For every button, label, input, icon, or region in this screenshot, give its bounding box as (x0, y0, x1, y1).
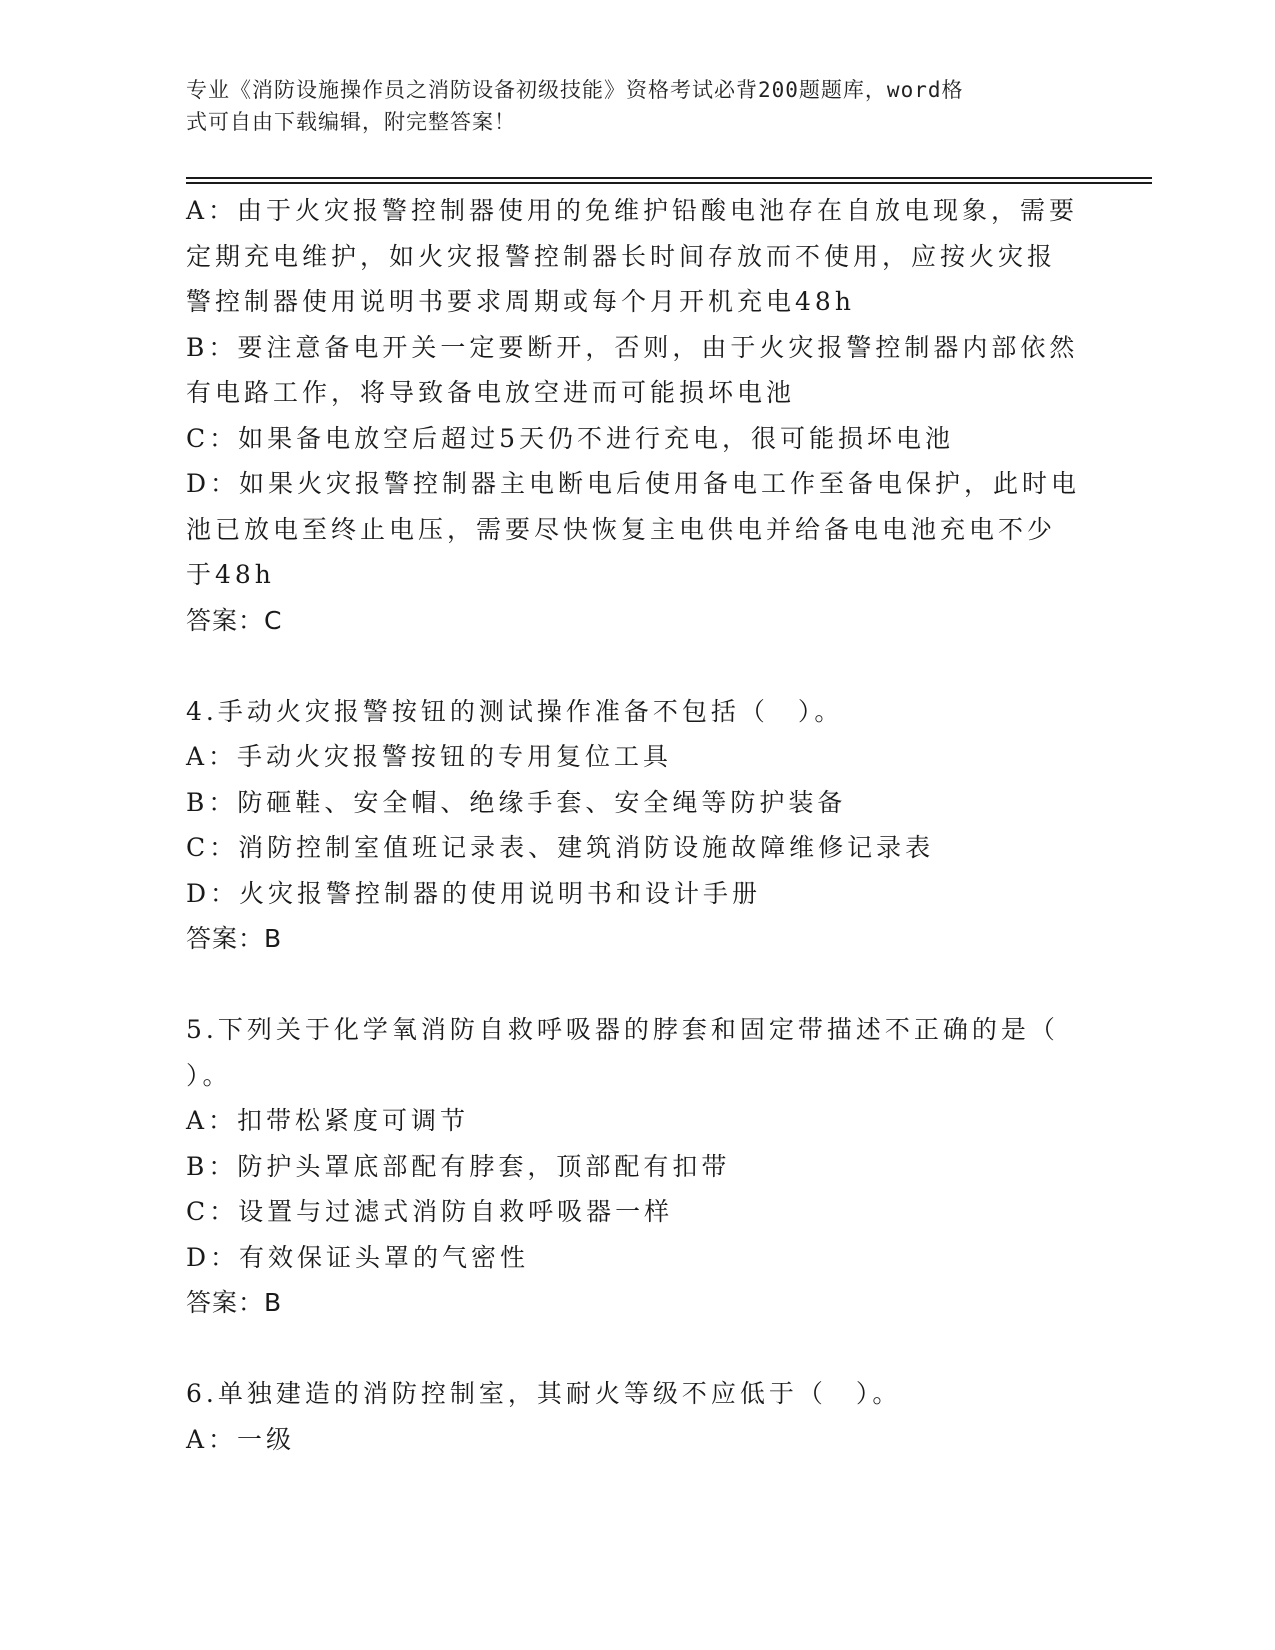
q4-option-d: D：火灾报警控制器的使用说明书和设计手册 (186, 878, 762, 908)
header-line-1: 专业《消防设施操作员之消防设备初级技能》资格考试必背200题题库，word格 (186, 78, 964, 102)
q4-option-a: A：手动火灾报警按钮的专用复位工具 (186, 742, 673, 771)
q3-option-a-line-1: A：由于火灾报警控制器使用的免维护铅酸电池存在自放电现象，需要 (186, 196, 1079, 225)
q3-option-d-line-3: 于48h (186, 560, 275, 589)
q5-option-d: D：有效保证头罩的气密性 (186, 1242, 530, 1272)
q5-option-a: A：扣带松紧度可调节 (186, 1106, 470, 1135)
document-header (186, 74, 1066, 138)
q5-answer: 答案：B (186, 1288, 283, 1317)
q3-option-d-line-1: D：如果火灾报警控制器主电断电后使用备电工作至备电保护，此时电 (186, 469, 1081, 498)
q5-question-line-2: ）。 (186, 1060, 232, 1090)
q3-option-a-line-3: 警控制器使用说明书要求周期或每个月开机充电48h (186, 287, 855, 316)
spacer (186, 962, 1076, 1008)
spacer (186, 643, 1076, 689)
question-6 (186, 1371, 1076, 1462)
q6-option-a: A：一级 (186, 1424, 296, 1454)
q3-option-b-line-1: B：要注意备电开关一定要断开，否则，由于火灾报警控制器内部依然 (186, 332, 1079, 362)
q3-answer: 答案：C (186, 605, 283, 635)
q5-option-c: C：设置与过滤式消防自救呼吸器一样 (186, 1197, 674, 1226)
q3-option-a-line-2: 定期充电维护，如火灾报警控制器长时间存放而不使用，应按火灾报 (186, 241, 1057, 271)
header-line-2: 式可自由下载编辑，附完整答案！ (186, 110, 516, 134)
question-5 (186, 1007, 1076, 1326)
q3-option-d-line-2: 池已放电至终止电压，需要尽快恢复主电供电并给备电电池充电不少 (186, 514, 1057, 544)
header-rule-bottom (186, 182, 1152, 184)
q4-option-b: B：防砸鞋、安全帽、绝缘手套、安全绳等防护装备 (186, 787, 847, 817)
q5-option-b: B：防护头罩底部配有脖套，顶部配有扣带 (186, 1151, 731, 1181)
header-rule-top (186, 177, 1152, 179)
q4-answer: 答案：B (186, 924, 283, 953)
q6-question: 6.单独建造的消防控制室，其耐火等级不应低于（ ）。 (186, 1379, 902, 1408)
q5-question-line-1: 5.下列关于化学氧消防自救呼吸器的脖套和固定带描述不正确的是（ (186, 1015, 1059, 1044)
q4-option-c: C：消防控制室值班记录表、建筑消防设施故障维修记录表 (186, 833, 935, 862)
q4-question: 4.手动火灾报警按钮的测试操作准备不包括（ ）。 (186, 696, 844, 726)
question-list (186, 188, 1081, 1462)
q3-option-c: C：如果备电放空后超过5天仍不进行充电，很可能损坏电池 (186, 423, 955, 453)
spacer (186, 1326, 1076, 1372)
question-3 (186, 188, 1081, 643)
question-4 (186, 689, 1076, 962)
q3-option-b-line-2: 有电路工作，将导致备电放空进而可能损坏电池 (186, 378, 796, 407)
